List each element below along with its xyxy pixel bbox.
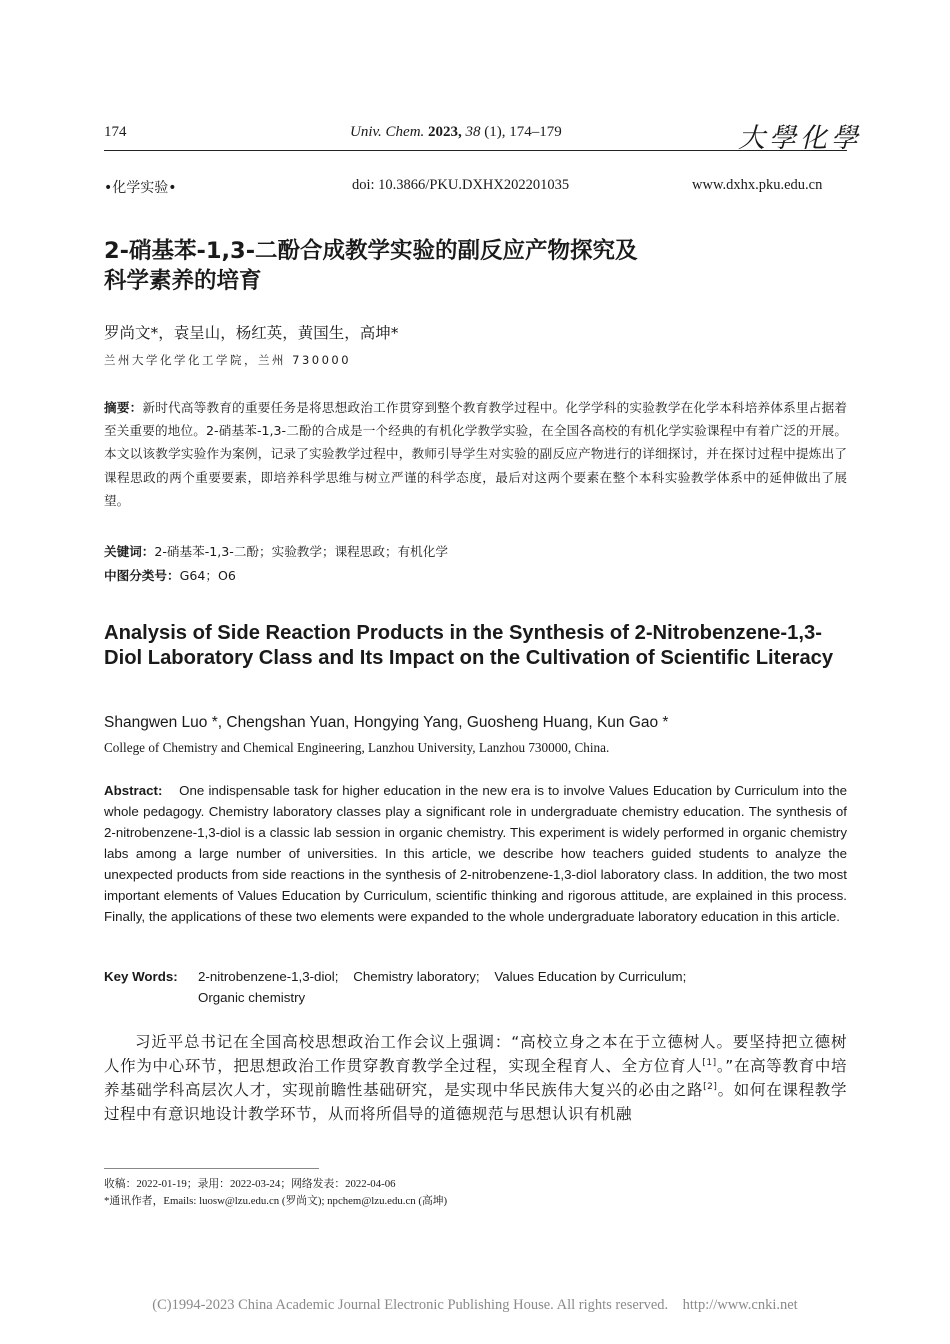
clc-number <box>104 564 847 587</box>
affiliation-en: College of Chemistry and Chemical Engineering, Lanzhou University, Lanzhou 730000, China. <box>104 740 610 755</box>
doi[interactable]: doi: 10.3866/PKU.DXHX202201035 <box>352 177 570 193</box>
keywords-cn-label: 关键词： <box>104 544 155 559</box>
footnote-rule <box>104 1168 319 1169</box>
footnote-dates: 收稿：2022-01-19；录用：2022-03-24；网络发表：2022-04-06 <box>104 1178 396 1190</box>
body-paragraph <box>104 1030 847 1126</box>
journal-year: 2023, <box>428 124 462 140</box>
title-cn-line2: 科学素养的培育 <box>104 268 262 294</box>
abstract-en-text: One indispensable task for higher education in the new era is to involve Values Education by Curriculum into the whole pedagogy. Chemistry laboratory classes play a significant role in undergraduate chemistry education. The synthesis of 2-nitrobenzene-1,3-diol is a classic lab session in organic chemistry. This experiment is widely performed in organic chemistry labs among a large number of universities. In this article, we describe how teachers guided students to analyze the unexpected products from side reactions in the synthesis of 2-nitrobenzene-1,3-diol laboratory class. In addition, the two most important elements of Values Education by Curriculum, scientific thinking and rigorous attitude, are explained in this process. Finally, the applications of these two elements were expanded to the whole undergraduate laboratory education in this article. <box>104 783 847 924</box>
abstract-cn <box>104 396 847 512</box>
journal-citation <box>350 124 562 141</box>
header-rule <box>104 150 847 151</box>
footnote-contact: *通讯作者，Emails: luosw@lzu.edu.cn (罗尚文); npchem@lzu.edu.cn (高坤) <box>104 1195 448 1207</box>
title-cn <box>104 236 844 296</box>
keywords-en <box>104 966 847 1008</box>
affiliation-cn: 兰州大学化学化工学院，兰州 730000 <box>104 353 352 367</box>
citation-ref-2[interactable]: [2] <box>703 1081 718 1092</box>
body-text-part1: 习近平总书记在全国高校思想政治工作会议上强调：“高校立身之本在于立德树人。要坚持把立德树人作为中心环节，把思想政治工作贯穿教育教学全过程，实现全程育人、全方位育人 <box>104 1033 847 1075</box>
keywords-cn <box>104 540 847 563</box>
clc-label: 中图分类号： <box>104 568 180 583</box>
title-en: Analysis of Side Reaction Products in the Synthesis of 2-Nitrobenzene-1,3-Diol Laboratory Class and Its Impact on the Cultivation of Scientific Literacy <box>104 622 834 669</box>
title-cn-line1: 2-硝基苯-1,3-二酚合成教学实验的副反应产物探究及 <box>104 238 638 264</box>
page-number: 174 <box>104 124 127 140</box>
journal-logo: 大學化學 <box>738 123 862 153</box>
authors-en: Shangwen Luo *, Chengshan Yuan, Hongying Yang, Guosheng Huang, Kun Gao * <box>104 714 669 731</box>
body-text-part2: 。”在高等教育中培养基础学科高层次人才，实现前瞻性基础研究，是实现中华民族伟大复兴的必由之路 <box>104 1057 847 1099</box>
abstract-cn-label: 摘要： <box>104 400 143 415</box>
journal-website[interactable]: www.dxhx.pku.edu.cn <box>692 177 823 193</box>
copyright-notice: (C)1994-2023 China Academic Journal Electronic Publishing House. All rights reserved. http://www.cnki.net <box>152 1297 798 1313</box>
abstract-en-label: Abstract: <box>104 783 163 798</box>
body-text-part3: 。如何在课程教学过程中有意识地设计教学环节，从而将所倡导的道德规范与思想认识有机融 <box>104 1081 847 1123</box>
abstract-en <box>104 780 847 927</box>
journal-volume: 38 <box>465 124 481 140</box>
keywords-en-label: Key Words: <box>104 969 178 984</box>
authors-cn: 罗尚文*，袁呈山，杨红英，黄国生，高坤* <box>104 324 399 342</box>
clc-text: G64；O6 <box>179 568 236 583</box>
journal-issue-pages: (1), 174–179 <box>484 124 562 140</box>
keywords-en-line1: 2-nitrobenzene-1,3-diol; Chemistry laboratory; Values Education by Curriculum; <box>198 969 687 984</box>
abstract-cn-text: 新时代高等教育的重要任务是将思想政治工作贯穿到整个教育教学过程中。化学学科的实验教学在化学本科培养体系里占据着至关重要的地位。2-硝基苯-1,3-二酚的合成是一个经典的有机化学教学实验，在全国各高校的有机化学实验课程中有着广泛的开展。本文以该教学实验作为案例，记录了实验教学过程中，教师引导学生对实验的副反应产物进行的详细探讨，并在探讨过程中提炼出了课程思政的两个重要要素，即培养科学思维与树立严谨的科学态度，最后对这两个要素在整个本科实验教学体系中的延伸做出了展望。 <box>104 400 848 508</box>
journal-abbrev: Univ. Chem. <box>350 124 425 140</box>
citation-ref-1[interactable]: [1] <box>702 1057 717 1068</box>
keywords-cn-text: 2-硝基苯-1,3-二酚；实验教学；课程思政；有机化学 <box>154 544 448 559</box>
keywords-en-line2: Organic chemistry <box>198 990 306 1005</box>
section-tag: •化学实验• <box>104 180 177 196</box>
